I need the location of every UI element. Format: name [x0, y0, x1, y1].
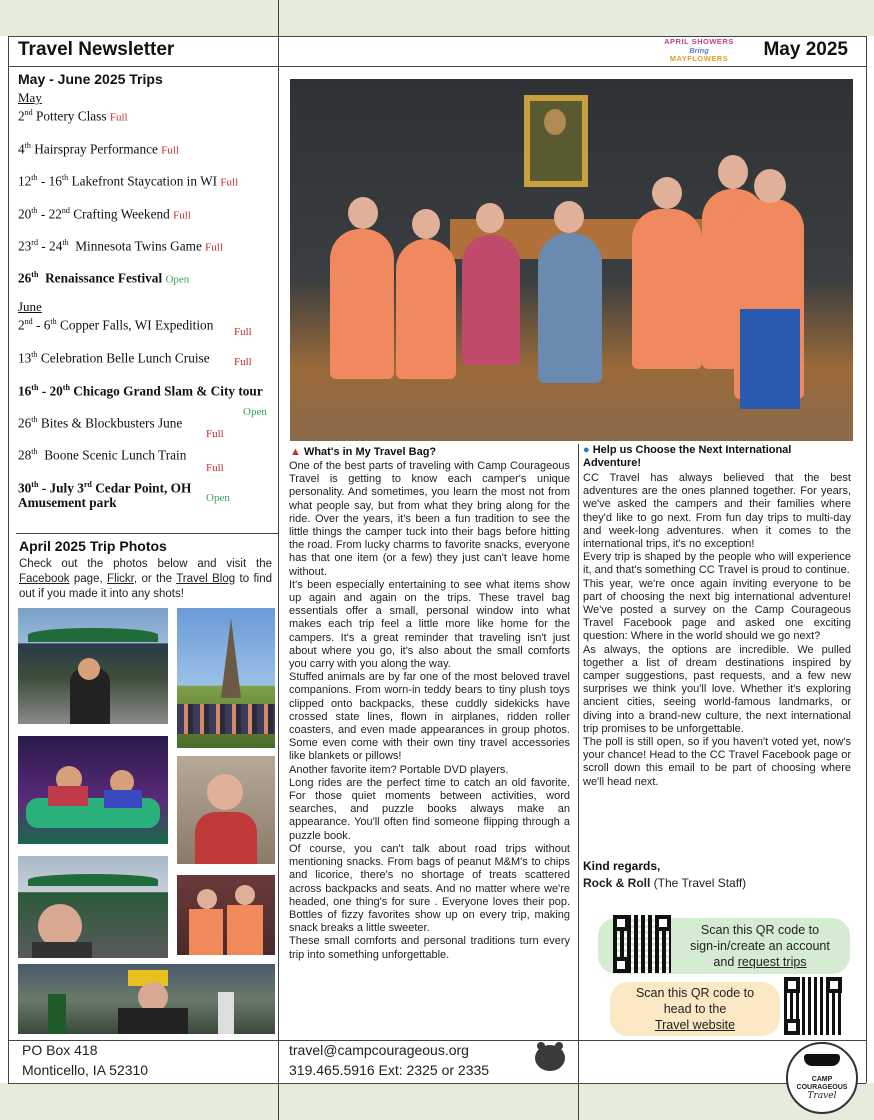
travel-website-link[interactable]: Travel website: [654, 1018, 736, 1032]
camp-courageous-travel-logo: CAMP COURAGEOUS Travel: [786, 1042, 858, 1114]
right-column-rule: [578, 444, 579, 1120]
international-body: CC Travel has always believed that the best adventures are the ones planned together. For years, we've asked the campers and their families where they'd like to go next. From fun day trips to multi-day and week-long adventures. when it comes to the international trips, it's no exception! Every trip is shaped by the people who will experience it, and that's something CC Travel is proud to continue. This year, we're once again inviting everyone to be part of choosing the next big international adventure! We've posted a survey on the Camp Courageous Travel Facebook page and asked one exciting question: Where in the world should we go next? As always, the options are incredible. We pulled together a list of dream destinations inspired by camper suggestions, past requests, and a few new surprises we think you'll love. Whether it's exploring ancient cities, seeing world-famous landmarks, or diving into a brand-new culture, the next international trip promises to be unforgettable. The poll is still open, so if you haven't voted yet, now's your chance! Head to the CC Travel Facebook page or scroll down this email to be part of choosing where we'll head next.: [583, 472, 851, 788]
photos-intro: Check out the photos below and visit the Facebook page, Flickr, or the Travel Blog to find out if you made it into any shots!: [19, 558, 272, 600]
newsletter-title: Travel Newsletter: [18, 39, 175, 60]
trip-item: 20th - 22nd Crafting Weekend Full: [18, 206, 191, 222]
april-showers-logo: [660, 38, 738, 64]
photo-pair: [177, 875, 275, 955]
globe-icon: ●: [583, 444, 590, 456]
flickr-link[interactable]: Flickr: [107, 573, 134, 585]
month-label-may: May: [18, 90, 42, 105]
left-divider-rule: [16, 533, 278, 534]
photo-portrait: [177, 756, 275, 864]
request-trips-link[interactable]: request trips: [737, 955, 807, 969]
backpack-icon: ▲: [290, 446, 301, 458]
footer-bottom-rule: [8, 1083, 866, 1084]
bottom-band: [0, 1083, 874, 1120]
trip-status: Full: [206, 462, 224, 474]
photo-stadium-stage: [18, 608, 168, 724]
logo-line-3: MAYFLOWERS: [669, 54, 729, 63]
photo-eiffel-tower: [177, 608, 275, 748]
header-top-rule: [8, 36, 866, 37]
trip-status: Open: [243, 406, 267, 418]
trip-item: 26th Bites & Blockbusters June: [18, 415, 183, 431]
photo-louvre-group: [290, 79, 853, 441]
issue-date: May 2025: [763, 39, 848, 60]
logo-line-2: Bring: [689, 45, 709, 55]
footer-contact: [289, 1040, 489, 1080]
header-bottom-rule: [8, 66, 866, 67]
frame-right-rule: [866, 36, 867, 1083]
website-qr-code[interactable]: [784, 977, 842, 1035]
left-column-rule: [278, 0, 279, 1120]
trip-item: 23rd - 24th Minnesota Twins Game Full: [18, 238, 223, 254]
trip-item: 12th - 16th Lakefront Staycation in WI Full: [18, 173, 239, 189]
frame-left-rule: [8, 36, 9, 1083]
travel-blog-link[interactable]: Travel Blog: [176, 573, 236, 585]
trip-item: 4th Hairspray Performance Full: [18, 141, 179, 157]
footer-address: PO Box 418 Monticello, IA 52310: [22, 1042, 149, 1078]
photo-selfie-stadium: [18, 856, 168, 958]
travel-bag-body: One of the best parts of traveling with Camp Courageous Travel is getting to know each camper's unique personality. And sometimes, you learn the most not from what people say, but from what they bring along for the ride. Over the years, it's been a fun tradition to see the little things the camper tuck into their bags before hitting the road. From lucky charms to favorite snacks, everyone has that one item (or a few) they just can't leave home without. It's been especially entertaining to see what items show up again and again on the trips. These travel bag essentials offer a small, personal window into what makes each trip feel a little more like home for the campers. It's a great reminder that traveling isn't just about where you go, it's also about the small comforts you carry with you along the way. Stuffed animals are by far one of the most beloved travel companions. From worn-in teddy bears to tiny plush toys clipped onto backpacks, these cuddly sidekicks have crossed state lines, flown in airplanes, ridden roller coasters, and even made appearances in group photos. Some even come with their own tiny travel accessories like blankets or pillows! Another favorite item? Portable DVD players. Long rides are the perfect time to catch an old favorite. For those quiet moments between activities, word searches, and puzzle books always make an appearance. You'll often find someone flipping through a puzzle book. Of course, you can't talk about road trips without mentioning snacks. From bags of peanut M&M's to chips and licorice, there's no shortage of treats scattered across backpacks and seats. And no matter where we're headed, one thing's for sure . Everyone loves their pop. Bottles of fizzy favorites show up on every trip, making snack breaks a little sweeter. These small comforts and personal traditions turn every trip into something unforgettable.: [289, 460, 570, 961]
phone-number: 319.465.5916 Ext: 2325 or 2335: [289, 1062, 490, 1078]
bear-icon: [535, 1045, 565, 1071]
photos-heading: April 2025 Trip Photos: [19, 538, 167, 554]
trip-item: 28th Boone Scenic Lunch Train: [18, 447, 187, 463]
sign-off: Kind regards,: [583, 859, 661, 873]
trip-status: Full: [206, 428, 224, 440]
top-band: [0, 0, 874, 36]
trips-heading: May - June 2025 Trips: [18, 71, 163, 87]
trip-item: 30th - July 3rd Cedar Point, OH Amusement park: [18, 480, 192, 511]
month-label-june: June: [18, 299, 42, 314]
email-link[interactable]: travel@campcourageous.org: [289, 1042, 469, 1058]
facebook-link[interactable]: Facebook: [19, 573, 70, 585]
signature: Rock & Roll (The Travel Staff): [583, 876, 747, 890]
trip-status: Full: [234, 356, 252, 368]
signin-qr-caption: Scan this QR code to sign-in/create an account and request trips: [598, 918, 850, 974]
travel-bag-heading: ▲ What's in My Travel Bag?: [290, 446, 437, 458]
photo-ride: [18, 736, 168, 844]
trip-item: 26th Renaissance Festival Open: [18, 270, 190, 286]
trip-status: Full: [234, 326, 252, 338]
logo-line-1: APRIL SHOWERS: [664, 37, 734, 46]
international-heading: ● Help us Choose the Next International Adventure!: [583, 444, 792, 469]
trip-status: Open: [206, 492, 230, 504]
trip-item: 16th - 20th Chicago Grand Slam & City tour: [18, 383, 263, 399]
website-qr-caption: Scan this QR code to head to the Travel website: [610, 982, 780, 1036]
sunglasses-icon: [804, 1054, 840, 1066]
trip-item: 13th Celebration Belle Lunch Cruise: [18, 350, 210, 366]
trip-item: 2nd Pottery Class Full: [18, 108, 128, 124]
photo-draft-crowd: [18, 964, 275, 1034]
trip-item: 2nd - 6th Copper Falls, WI Expedition: [18, 317, 214, 333]
signin-qr-code[interactable]: [613, 915, 671, 973]
